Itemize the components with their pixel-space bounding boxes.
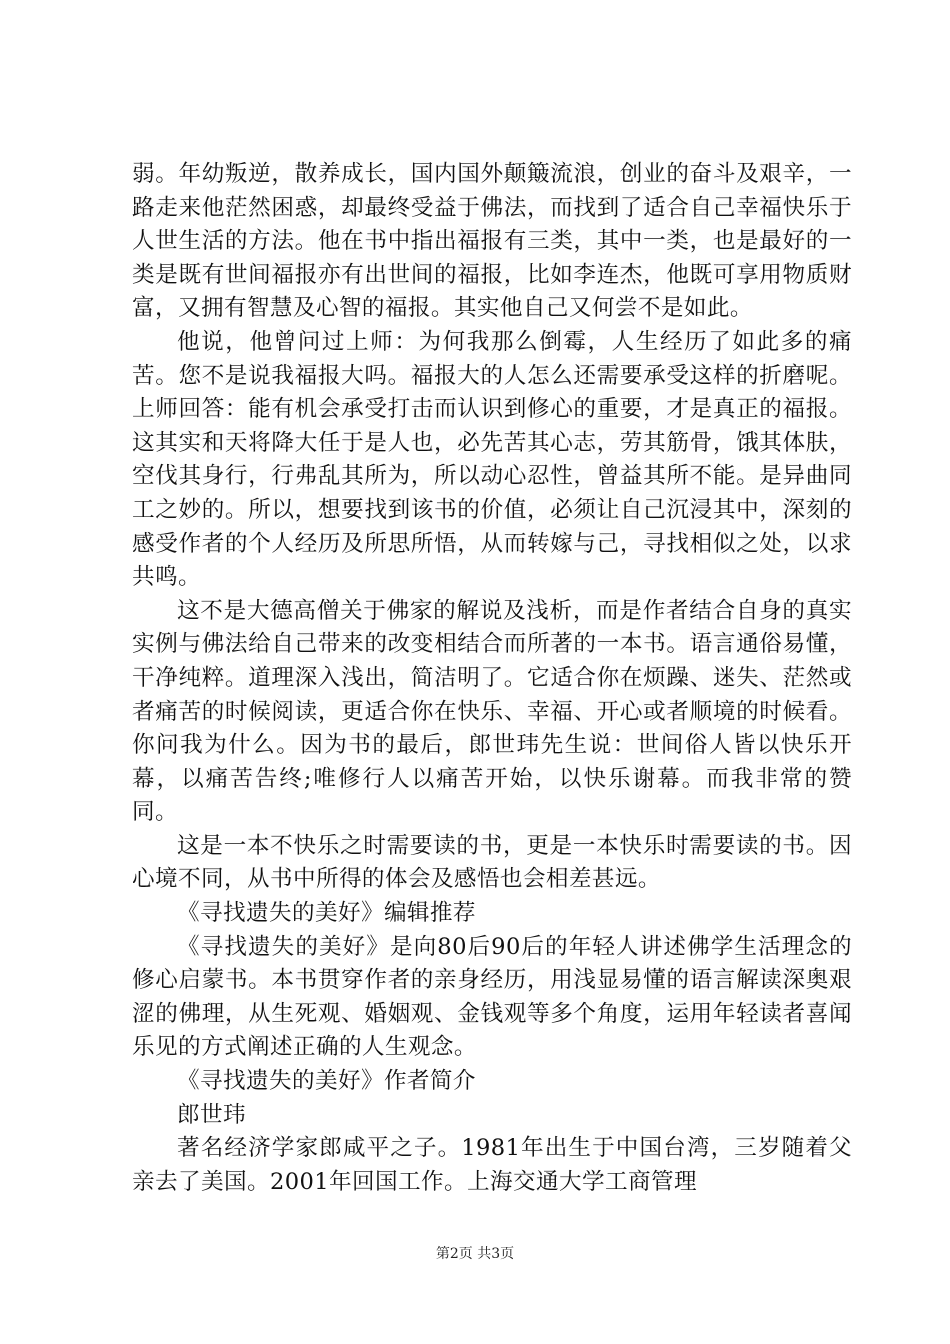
section-heading-editor-recommendation: 《寻找遗失的美好》编辑推荐 bbox=[177, 900, 476, 927]
author-name: 郎世玮 bbox=[177, 1101, 246, 1128]
paragraph-teacher-answer: 他说，他曾问过上师：为何我那么倒霉，人生经历了如此多的痛苦。您不是说我福报大吗。福报大的人怎么还需要承受这样的折磨呢。上师回答：能有机会承受打击而认识到修心的重要，才是真正的福报。这其实和天将降大任于是人也，必先苦其心志，劳其筋骨，饿其体肤，空伐其身行，行弗乱其所为，所以动心忍性，曾益其所不能。是异曲同工之妙的。所以，想要找到该书的价值，必须让自己沉浸其中，深刻的感受作者的个人经历及所思所悟，从而转嫁与己，寻找相似之处，以求共鸣。 bbox=[132, 328, 852, 591]
page-number-footer: 第2页 共3页 bbox=[435, 1246, 515, 1262]
section-heading-author-intro: 《寻找遗失的美好》作者简介 bbox=[177, 1068, 476, 1095]
paragraph-reading-advice: 这是一本不快乐之时需要读的书，更是一本快乐时需要读的书。因心境不同，从书中所得的体会及感悟也会相差甚远。 bbox=[132, 832, 852, 893]
paragraph-editor-recommendation: 《寻找遗失的美好》是向80后90后的年轻人讲述佛学生活理念的修心启蒙书。本书贯穿作者的亲身经历，用浅显易懂的语言解读深奥艰涩的佛理，从生死观、婚姻观、金钱观等多个角度，运用年轻读者喜闻乐见的方式阐述正确的人生观念。 bbox=[132, 933, 852, 1061]
paragraph-author-bio: 著名经济学家郎咸平之子。1981年出生于中国台湾，三岁随着父亲去了美国。2001年回国工作。上海交通大学工商管理 bbox=[132, 1135, 852, 1195]
paragraph-continued: 弱。年幼叛逆，散养成长，国内国外颠簸流浪，创业的奋斗及艰辛，一路走来他茫然困惑，却最终受益于佛法，而找到了适合自己幸福快乐于人世生活的方法。他在书中指出福报有三类，其中一类，也是最好的一类是既有世间福报亦有出世间的福报，比如李连杰，他既可享用物质财富，又拥有智慧及心智的福报。其实他自己又何尝不是如此。 bbox=[132, 161, 852, 322]
paragraph-book-description: 这不是大德高僧关于佛家的解说及浅析，而是作者结合自身的真实实例与佛法给自己带来的改变相结合而所著的一本书。语言通俗易懂，干净纯粹。道理深入浅出，简洁明了。它适合你在烦躁、迷失、茫然或者痛苦的时候阅读，更适合你在快乐、幸福、开心或者顺境的时候看。你问我为什么。因为书的最后，郎世玮先生说：世间俗人皆以快乐开幕，以痛苦告终;唯修行人以痛苦开始，以快乐谢幕。而我非常的赞同。 bbox=[132, 597, 852, 826]
document-body bbox=[132, 158, 852, 1199]
